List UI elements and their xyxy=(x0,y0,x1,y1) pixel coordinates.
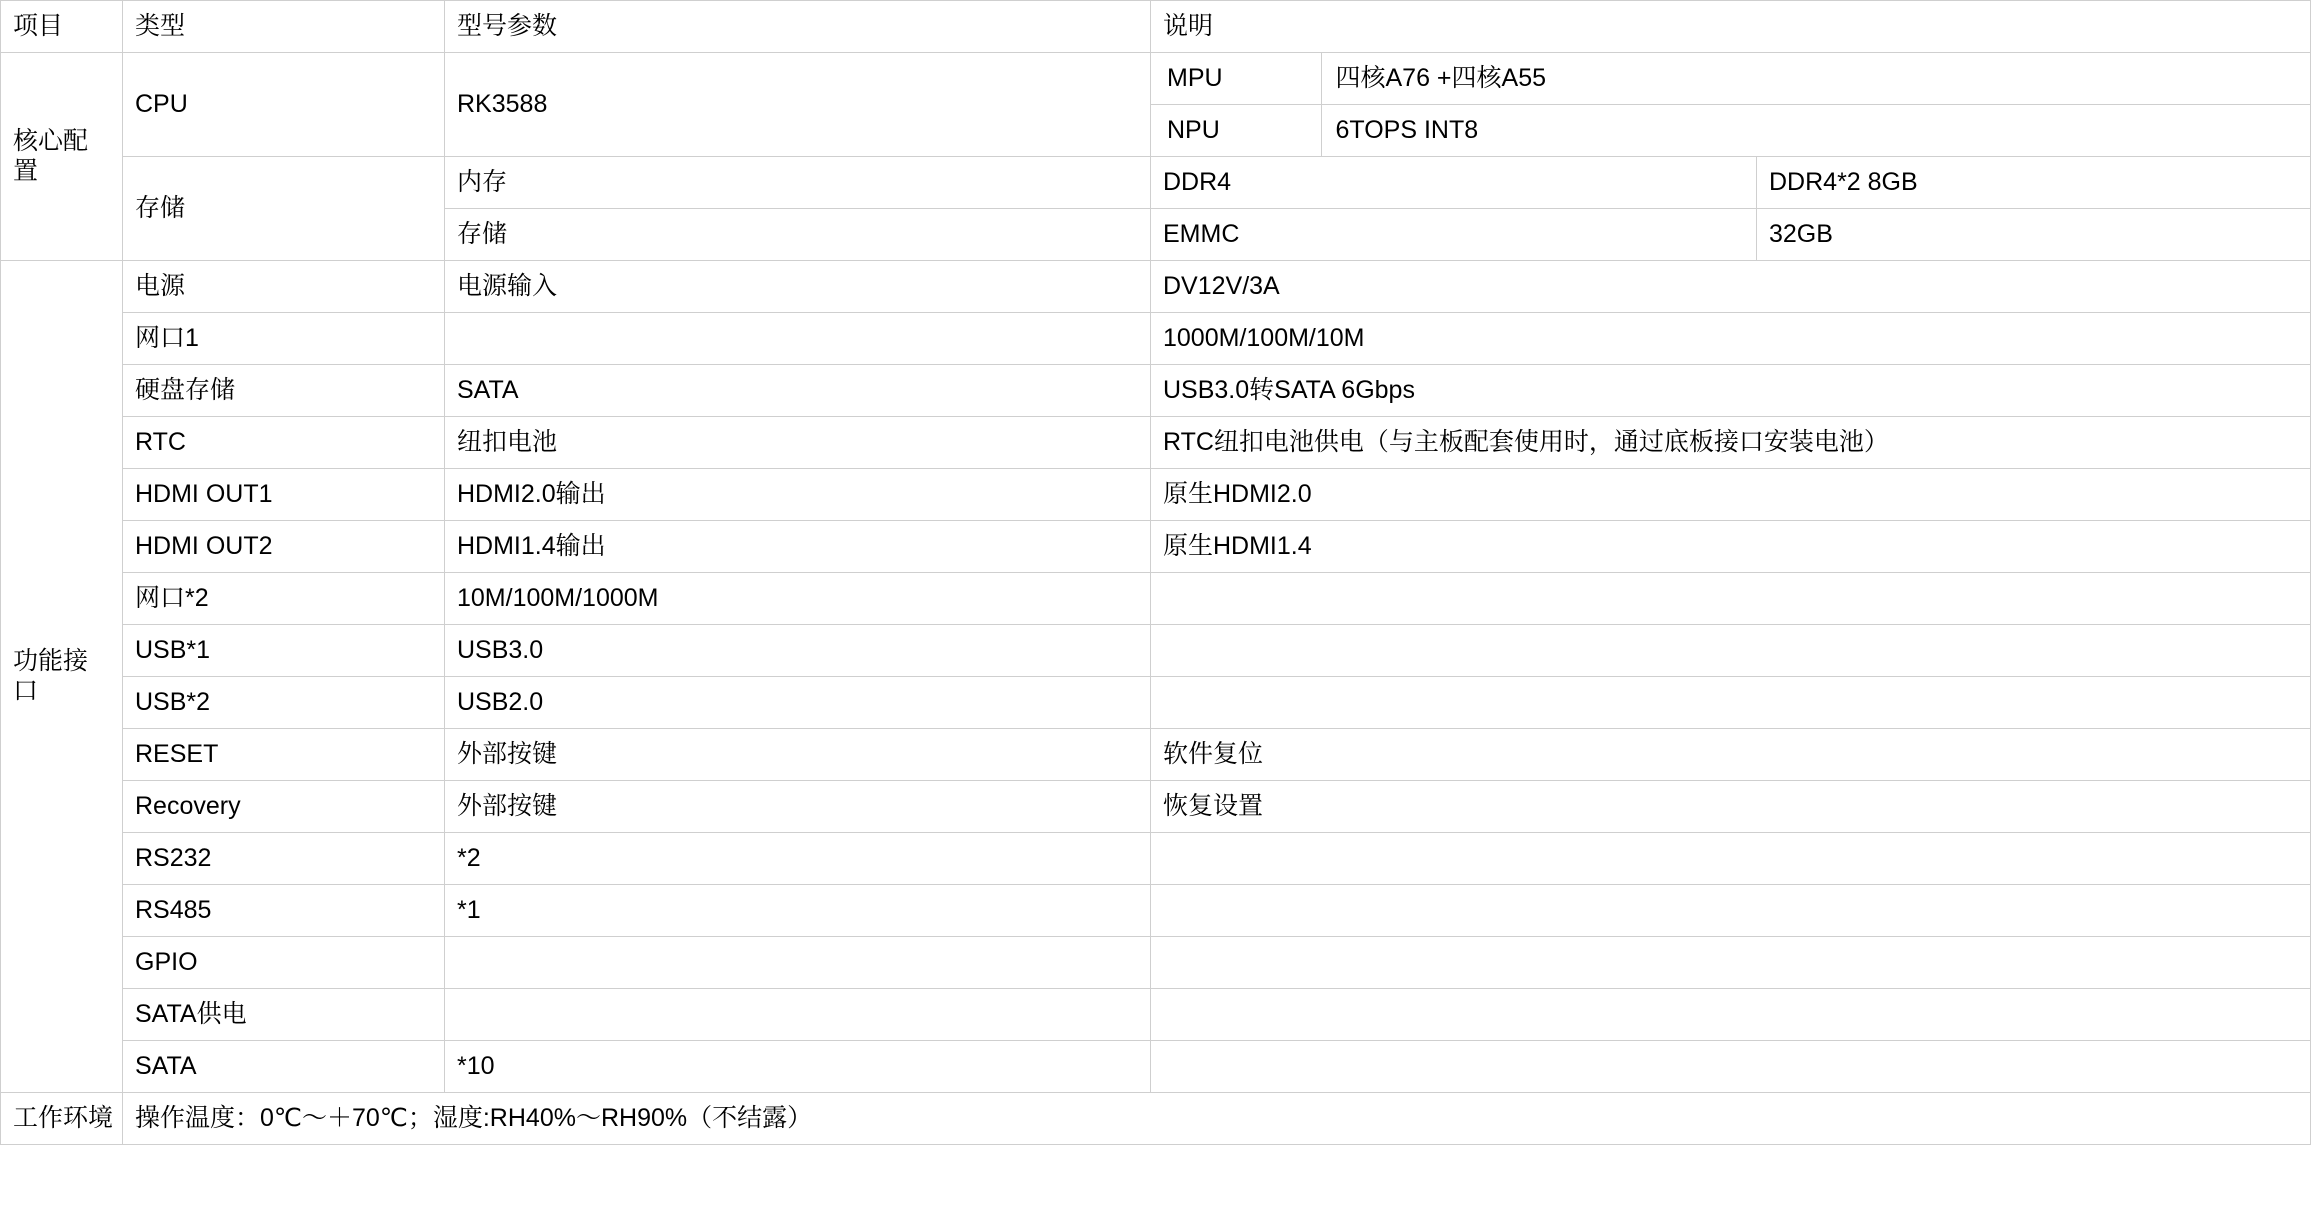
row-type: USB*2 xyxy=(123,677,445,729)
row-model: HDMI1.4输出 xyxy=(445,521,1151,573)
row-desc: 恢复设置 xyxy=(1151,781,2311,833)
row-type: SATA xyxy=(123,1041,445,1093)
npu-label: NPU xyxy=(1151,105,1321,157)
row-desc: 1000M/100M/10M xyxy=(1151,313,2311,365)
cpu-sub-table xyxy=(1151,53,2310,156)
row-type: RS485 xyxy=(123,885,445,937)
row-desc xyxy=(1151,573,2311,625)
group-label-core: 核心配置 xyxy=(1,53,123,261)
row-desc xyxy=(1151,677,2311,729)
table-row-hdmi-out1 xyxy=(1,469,2311,521)
row-desc xyxy=(1151,989,2311,1041)
row-model: USB2.0 xyxy=(445,677,1151,729)
cpu-model: RK3588 xyxy=(445,53,1151,157)
table-row-disk xyxy=(1,365,2311,417)
row-type: RS232 xyxy=(123,833,445,885)
table-header-row xyxy=(1,1,2311,53)
row-type: 硬盘存储 xyxy=(123,365,445,417)
memory-model: 内存 xyxy=(445,157,1151,209)
table-row-rs485 xyxy=(1,885,2311,937)
row-model: *10 xyxy=(445,1041,1151,1093)
table-row-cpu xyxy=(1,53,2311,157)
row-model: USB3.0 xyxy=(445,625,1151,677)
row-model: SATA xyxy=(445,365,1151,417)
row-type: 网口1 xyxy=(123,313,445,365)
row-model xyxy=(445,989,1151,1041)
memory-extra: DDR4*2 8GB xyxy=(1757,157,2311,209)
table-row-sata-power xyxy=(1,989,2311,1041)
group-label-environment: 工作环境 xyxy=(1,1093,123,1145)
row-type: RESET xyxy=(123,729,445,781)
row-model xyxy=(445,937,1151,989)
row-model: *1 xyxy=(445,885,1151,937)
table-row-rs232 xyxy=(1,833,2311,885)
row-type: HDMI OUT2 xyxy=(123,521,445,573)
mpu-label: MPU xyxy=(1151,53,1321,105)
row-desc xyxy=(1151,937,2311,989)
row-desc xyxy=(1151,885,2311,937)
table-row-lan2 xyxy=(1,573,2311,625)
header-cell-item: 项目 xyxy=(1,1,123,53)
row-type: Recovery xyxy=(123,781,445,833)
row-desc xyxy=(1151,625,2311,677)
npu-value: 6TOPS INT8 xyxy=(1335,116,1479,144)
cpu-sub-row-npu xyxy=(1151,105,2310,157)
row-desc xyxy=(1151,833,2311,885)
row-model: 10M/100M/1000M xyxy=(445,573,1151,625)
cpu-sub-row-mpu xyxy=(1151,53,2310,105)
memory-desc: DDR4 xyxy=(1151,157,1757,209)
row-model: HDMI2.0输出 xyxy=(445,469,1151,521)
header-cell-model: 型号参数 xyxy=(445,1,1151,53)
table-row-gpio xyxy=(1,937,2311,989)
row-model: 外部按键 xyxy=(445,729,1151,781)
mpu-value: 四核A76 +四核A55 xyxy=(1321,53,2310,105)
row-type: SATA供电 xyxy=(123,989,445,1041)
header-cell-desc: 说明 xyxy=(1151,1,2311,53)
group-label-interface: 功能接口 xyxy=(1,261,123,1093)
row-type: GPIO xyxy=(123,937,445,989)
table-row-recovery xyxy=(1,781,2311,833)
row-desc: USB3.0转SATA 6Gbps xyxy=(1151,365,2311,417)
table-row-environment xyxy=(1,1093,2311,1145)
storage-extra: 32GB xyxy=(1757,209,2311,261)
row-model: 纽扣电池 xyxy=(445,417,1151,469)
row-type: 电源 xyxy=(123,261,445,313)
storage-type: 存储 xyxy=(123,157,445,261)
storage-desc: EMMC xyxy=(1151,209,1757,261)
table-row-memory xyxy=(1,157,2311,209)
row-model: *2 xyxy=(445,833,1151,885)
table-row-rtc xyxy=(1,417,2311,469)
row-type: 网口*2 xyxy=(123,573,445,625)
table-row-lan1 xyxy=(1,313,2311,365)
table-row-reset xyxy=(1,729,2311,781)
row-desc: 原生HDMI1.4 xyxy=(1151,521,2311,573)
cpu-sub-block xyxy=(1151,53,2311,157)
table-row-usb3 xyxy=(1,625,2311,677)
row-type: USB*1 xyxy=(123,625,445,677)
row-desc: RTC纽扣电池供电（与主板配套使用时，通过底板接口安装电池） xyxy=(1151,417,2311,469)
row-type: RTC xyxy=(123,417,445,469)
row-desc xyxy=(1151,1041,2311,1093)
cpu-type: CPU xyxy=(123,53,445,157)
row-desc: 软件复位 xyxy=(1151,729,2311,781)
table-row-usb2 xyxy=(1,677,2311,729)
table-row-sata xyxy=(1,1041,2311,1093)
row-desc: 原生HDMI2.0 xyxy=(1151,469,2311,521)
row-model: 外部按键 xyxy=(445,781,1151,833)
row-model xyxy=(445,313,1151,365)
table-row-hdmi-out2 xyxy=(1,521,2311,573)
storage-model: 存储 xyxy=(445,209,1151,261)
table-row-power xyxy=(1,261,2311,313)
header-cell-type: 类型 xyxy=(123,1,445,53)
environment-value: 操作温度：0℃～＋70℃；湿度:RH40%～RH90%（不结露） xyxy=(123,1093,2311,1145)
row-model: 电源输入 xyxy=(445,261,1151,313)
row-type: HDMI OUT1 xyxy=(123,469,445,521)
row-desc: DV12V/3A xyxy=(1151,261,2311,313)
